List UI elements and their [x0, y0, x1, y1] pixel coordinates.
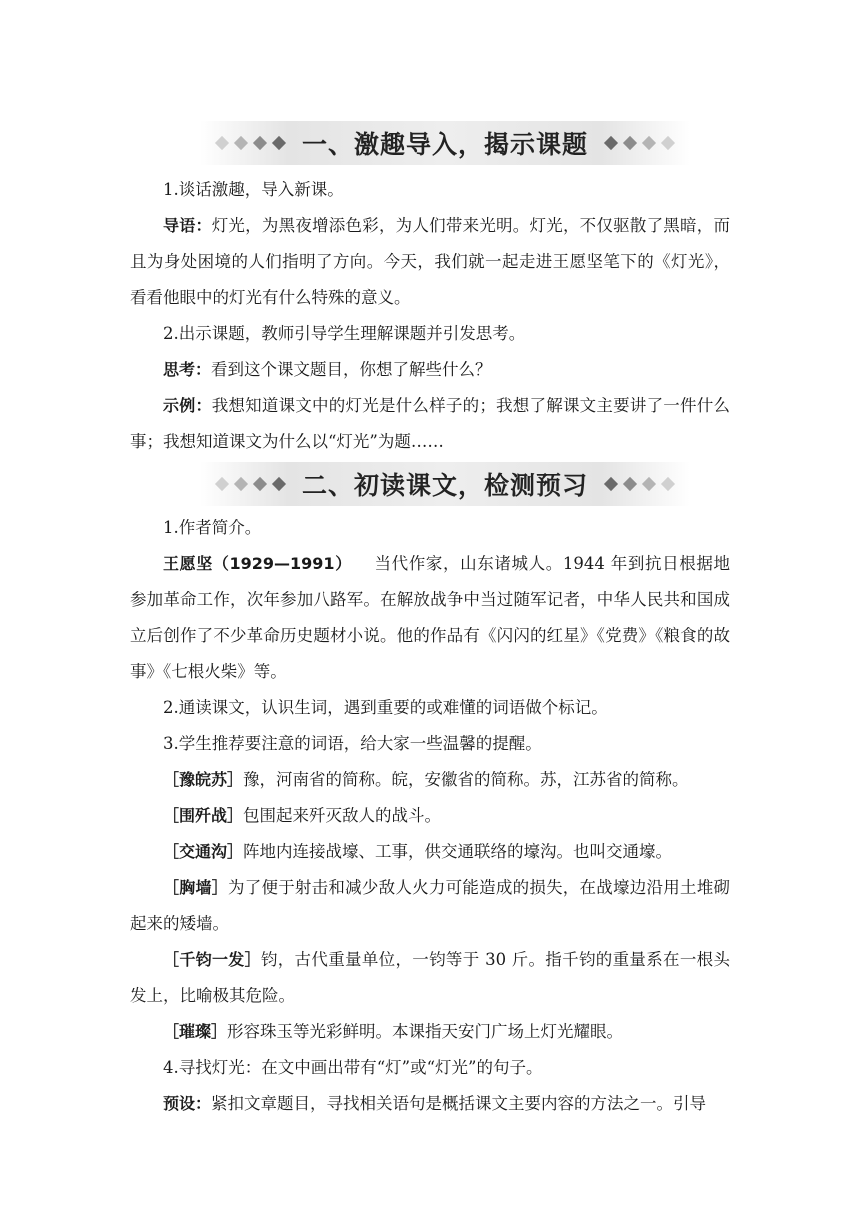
term-definition: 为了便于射击和减少敌人火力可能造成的损失，在战壕边沿用土堆砌起来的矮墙。: [130, 878, 730, 933]
author-label: 王愿坚（1929—1991）: [163, 554, 352, 573]
example-paragraph: [130, 388, 730, 460]
author-text: 当代作家，山东诸城人。1944 年到抗日根据地参加革命工作，次年参加八路军。在解放战争中当过随军记者，中华人民共和国成立后创作了不少革命历史题材小说。他的作品有《闪闪的红星》《党费》《粮食的故事》《七根火柴》等。: [130, 554, 730, 681]
diamond-icon: [234, 136, 248, 150]
diamond-icon: [234, 477, 248, 491]
diamond-icon: [253, 477, 267, 491]
guide-text: 灯光，为黑夜增添色彩，为人们带来光明。灯光，不仅驱散了黑暗，而且为身处困境的人们指明了方向。今天，我们就一起走进王愿坚笔下的《灯光》，看看他眼中的灯光有什么特殊的意义。: [130, 216, 730, 307]
term-entry: [130, 1014, 730, 1050]
preset-label: 预设：: [163, 1094, 212, 1113]
preset-paragraph: [130, 1086, 730, 1122]
diamond-icon: [661, 136, 675, 150]
section-heading-2: [200, 462, 690, 506]
guide-label: 导语：: [163, 216, 212, 235]
term-definition: 形容珠玉等光彩鲜明。本课指天安门广场上灯光耀眼。: [227, 1022, 624, 1041]
example-text: 我想知道课文中的灯光是什么样子的；我想了解课文主要讲了一件什么事；我想知道课文为什么以“灯光”为题……: [130, 396, 730, 451]
diamond-icon: [623, 477, 637, 491]
paragraph: 2.出示课题，教师引导学生理解课题并引发思考。: [163, 324, 526, 343]
paragraph: 1.作者简介。: [163, 518, 262, 537]
example-label: 示例：: [163, 396, 212, 415]
diamond-icon: [272, 136, 286, 150]
term-entry: [130, 942, 730, 1014]
term-word: ［围歼战］: [163, 806, 244, 825]
paragraph: 1.谈话激趣，导入新课。: [163, 180, 344, 199]
diamond-icon: [253, 136, 267, 150]
section-heading-1: [200, 121, 690, 165]
diamond-icon: [215, 477, 229, 491]
heading-decoration-right: [606, 138, 673, 148]
term-word: ［千钧一发］: [163, 950, 261, 969]
term-entry: [130, 834, 730, 870]
heading-decoration-right: [606, 479, 673, 489]
term-definition: 包围起来歼灭敌人的战斗。: [243, 806, 442, 825]
term-definition: 豫，河南省的简称。皖，安徽省的简称。苏，江苏省的简称。: [243, 770, 689, 789]
term-entry: [130, 798, 730, 834]
term-word: ［交通沟］: [163, 842, 244, 861]
diamond-icon: [604, 477, 618, 491]
term-definition: 阵地内连接战壕、工事，供交通联络的壕沟。也叫交通壕。: [243, 842, 673, 861]
term-word: ［胸墙］: [163, 878, 228, 897]
think-text: 看到这个课文题目，你想了解些什么？: [211, 360, 492, 379]
term-entry: [130, 762, 730, 798]
diamond-icon: [642, 477, 656, 491]
author-paragraph: [130, 546, 730, 690]
paragraph: 2.通读课文，认识生词，遇到重要的或难懂的词语做个标记。: [163, 698, 608, 717]
term-definition: 钧，古代重量单位，一钧等于 30 斤。指千钧的重量系在一根头发上，比喻极其危险。: [130, 950, 730, 1005]
section-title: 二、初读课文，检测预习: [301, 471, 588, 500]
think-paragraph: [130, 352, 730, 388]
guide-paragraph: [130, 208, 730, 316]
diamond-icon: [604, 136, 618, 150]
think-label: 思考：: [163, 360, 212, 379]
diamond-icon: [623, 136, 637, 150]
term-word: ［璀璨］: [163, 1022, 228, 1041]
heading-decoration-left: [217, 479, 284, 489]
term-entry: [130, 870, 730, 942]
diamond-icon: [661, 477, 675, 491]
heading-decoration-left: [217, 138, 284, 148]
section-title: 一、激趣导入，揭示课题: [301, 130, 588, 159]
diamond-icon: [215, 136, 229, 150]
diamond-icon: [272, 477, 286, 491]
preset-text: 紧扣文章题目，寻找相关语句是概括课文主要内容的方法之一。引导: [211, 1094, 707, 1113]
paragraph: 4.寻找灯光：在文中画出带有“灯”或“灯光”的句子。: [163, 1058, 543, 1077]
term-word: ［豫皖苏］: [163, 770, 244, 789]
diamond-icon: [642, 136, 656, 150]
paragraph: 3.学生推荐要注意的词语，给大家一些温馨的提醒。: [163, 734, 542, 753]
